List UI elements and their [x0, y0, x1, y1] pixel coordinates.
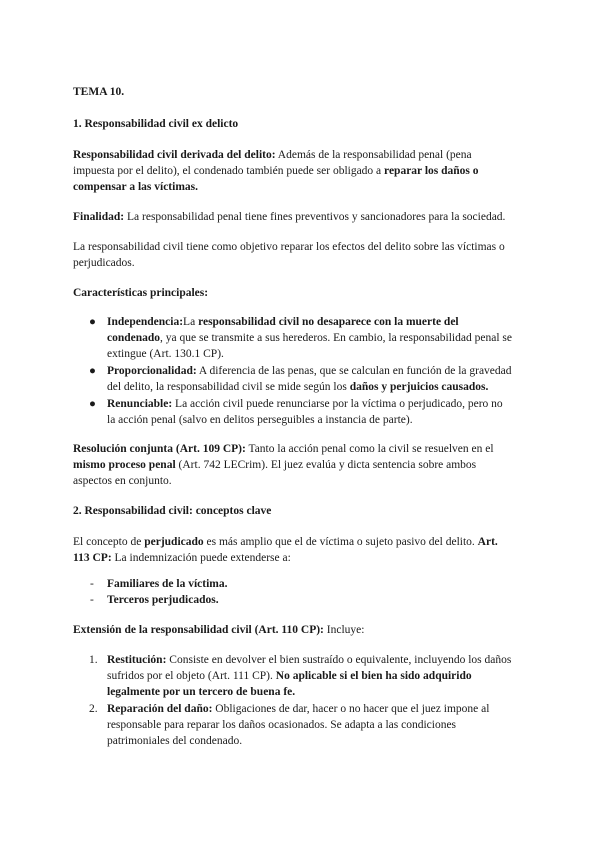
section-1-heading: 1. Responsabilidad civil ex delicto: [73, 118, 239, 130]
list-item: 1. Restitución: Consiste en devolver el bien sustraído o equivalente, incluyendo los daños sufridos por el objeto (Art. 111 CP). No aplicable si el bien ha sido adquirido legalmente por un tercero de buena fe.: [89, 654, 512, 698]
document-body: [73, 84, 513, 750]
civil-liability-paragraph: Responsabilidad civil derivada del delito: Además de la responsabilidad penal (pena impuesta por el delito), el condenado también puede ser obligado a reparar los daños o compensar a las víctimas.: [73, 149, 479, 193]
section-2-heading: 2. Responsabilidad civil: conceptos clave: [73, 505, 272, 517]
finalidad-paragraph: Finalidad: La responsabilidad penal tiene fines preventivos y sancionadores para la sociedad.: [73, 211, 506, 223]
joint-resolution-paragraph: Resolución conjunta (Art. 109 CP): Tanto la acción penal como la civil se resuelven en el mismo proceso penal (Art. 742 LECrim). El juez evalúa y dicta sentencia sobre ambos aspectos en conjunto.: [73, 443, 494, 487]
extension-list: [73, 652, 513, 749]
objective-paragraph: La responsabilidad civil tiene como objetivo reparar los efectos del delito sobre las víctimas o perjudicados.: [73, 241, 505, 269]
bullet-icon: ●: [89, 398, 96, 410]
bullet-icon: ●: [89, 365, 96, 377]
list-item: ● Independencia:La responsabilidad civil no desaparece con la muerte del condenado, ya que se transmite a sus herederos. En cambio, la responsabilidad penal se extingue (Art. 130.1 CP).: [89, 316, 512, 360]
bullet-icon: ●: [89, 316, 96, 328]
characteristics-list: [73, 314, 513, 428]
page-title: TEMA 10.: [73, 86, 125, 98]
list-item: 2. Reparación del daño: Obligaciones de dar, hacer o no hacer que el juez impone al responsable para reparar los daños ocasionados. Se adapta a las condiciones patrimoniales del condenado.: [89, 703, 490, 747]
characteristics-heading: Características principales:: [73, 287, 209, 299]
list-item: ● Renunciable: La acción civil puede renunciarse por la víctima o perjudicado, pero no la acción penal (salvo en delitos perseguibles a instancia de parte).: [89, 398, 503, 426]
list-item: - Terceros perjudicados.: [90, 594, 219, 606]
list-item: - Familiares de la víctima.: [90, 578, 228, 590]
dash-marker: -: [90, 578, 94, 590]
extension-paragraph: Extensión de la responsabilidad civil (Art. 110 CP): Incluye:: [73, 624, 365, 636]
beneficiaries-list: [73, 576, 513, 608]
list-item: ● Proporcionalidad: A diferencia de las penas, que se calculan en función de la gravedad del delito, la responsabilidad civil se mide según los daños y perjuicios causados.: [89, 365, 512, 393]
perjudicado-paragraph: El concepto de perjudicado es más amplio que el de víctima o sujeto pasivo del delito. Art. 113 CP: La indemnización puede extenderse a:: [73, 536, 498, 564]
dash-marker: -: [90, 594, 94, 606]
